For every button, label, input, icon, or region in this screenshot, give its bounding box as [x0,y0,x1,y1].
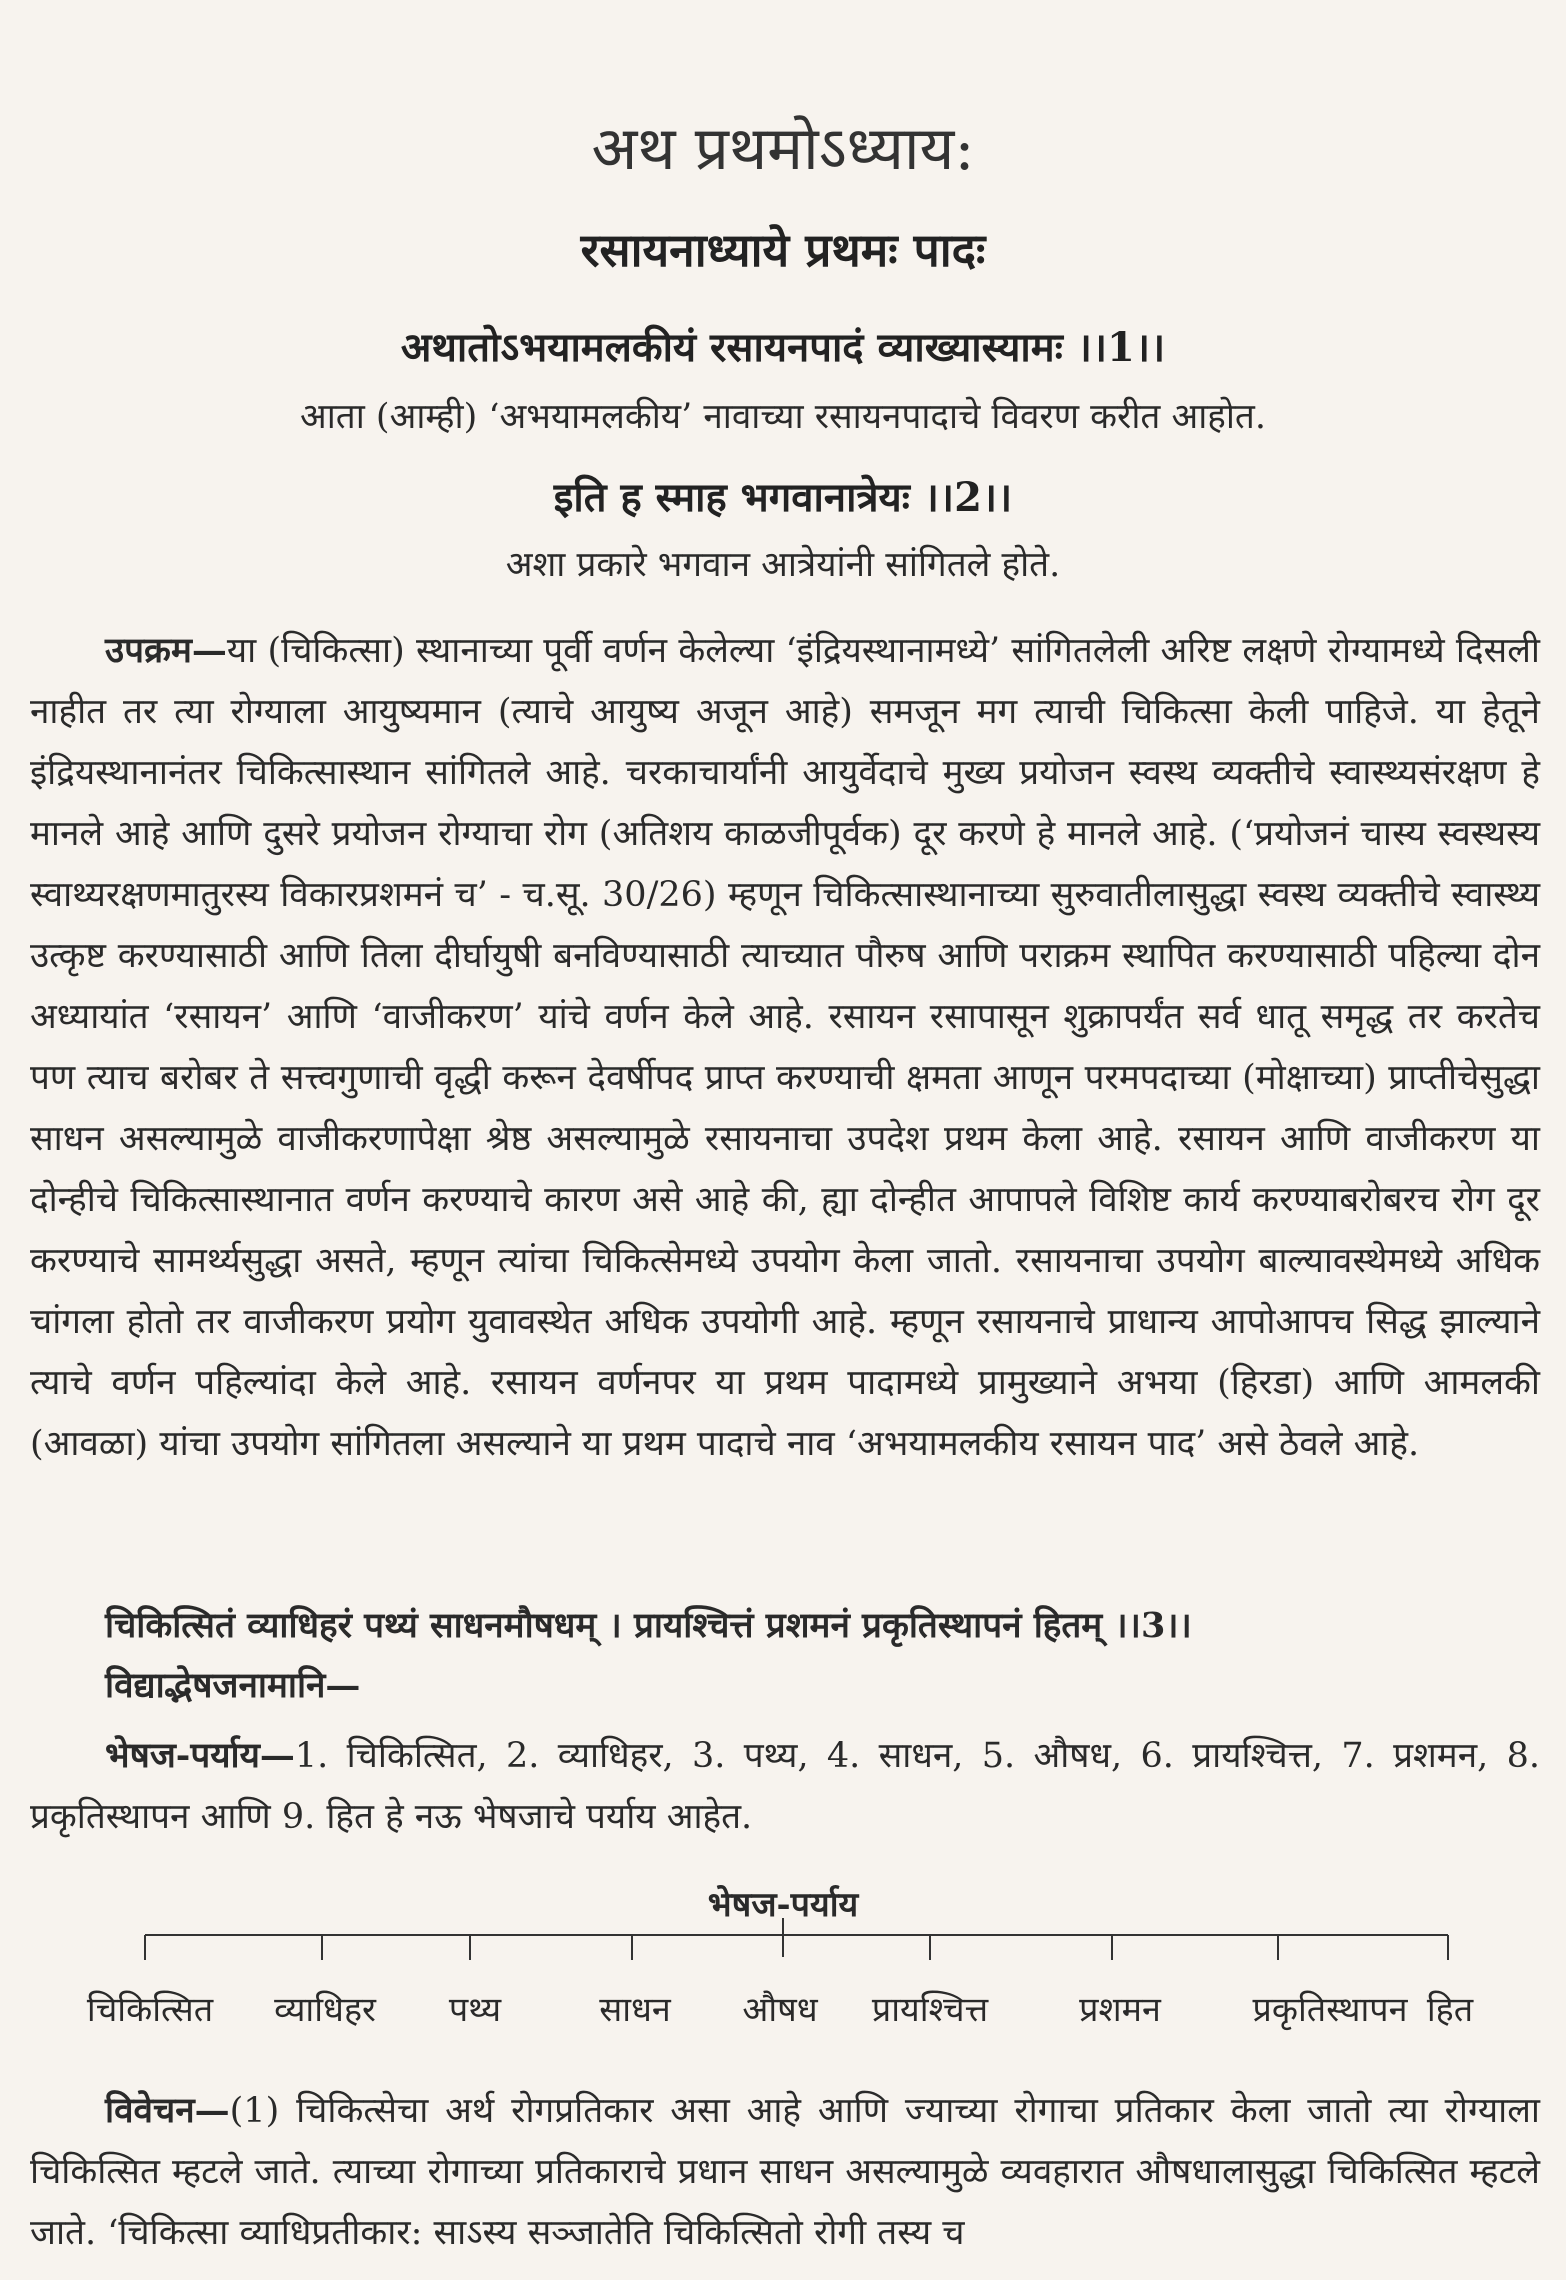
verse-3: चिकित्सितं व्याधिहरं पथ्यं साधनमौषधम् । प्रायश्चित्तं प्रशमनं प्रकृतिस्थापनं हितम् ।।3।। [105,1605,1192,1646]
vivechan-paragraph [30,2080,1540,2264]
tree-label: साधन [599,1990,671,2030]
tree-label: हित [1426,1990,1474,2030]
vivechan-label: विवेचन— [105,2090,230,2131]
section-subtitle: रसायनाध्याये प्रथमः पादः [580,223,986,277]
translation-1: आता (आम्ही) ‘अभयामलकीय’ नावाच्या रसायनपादाचे विवरण करीत आहोत. [300,397,1266,437]
tree-title: भेषज-पर्याय [707,1885,859,1925]
vidyad-line: विद्याद्भेषजनामानि— [105,1665,361,1706]
tree-label: व्याधिहर [274,1990,376,2030]
upakram-label: उपक्रम— [105,630,227,671]
chapter-title: अथ प्रथमोऽध्याय: [591,114,975,184]
tree-label: चिकित्सित [86,1990,214,2030]
tree-label: प्रायश्चित्त [871,1990,989,2030]
tree-label: औषध [742,1990,818,2030]
verse-2: इति ह स्माह भगवानात्रेयः ।।2।। [553,474,1013,521]
tree-label: प्रकृतिस्थापन [1252,1990,1408,2030]
vivechan-text: (1) चिकित्सेचा अर्थ रोगप्रतिकार असा आहे आणि ज्याच्या रोगाचा प्रतिकार केला जातो त्या रोग्याला चिकित्सित म्हटले जाते. त्याच्या रोगाच्या प्रतिकाराचे प्रधान साधन असल्यामुळे व्यवहारात औषधालासुद्धा चिकित्सित म्हटले जाते. ‘चिकित्सा व्याधिप्रतीकार: साऽस्य सञ्जातेति चिकित्सितो रोगी तस्य च [30,2091,1540,2253]
translation-2: अशा प्रकारे भगवान आत्रेयांनी सांगितले होते. [505,545,1061,585]
paryay-text: 1. चिकित्सित, 2. व्याधिहर, 3. पथ्य, 4. साधन, 5. औषध, 6. प्रायश्चित्त, 7. प्रशमन, 8. प्रकृतिस्थापन आणि 9. हित हे नऊ भेषजाचे पर्याय आहेत. [30,1736,1540,1837]
tree-label: पथ्य [448,1990,502,2030]
paryay-label: भेषज-पर्याय— [105,1735,295,1776]
verse-1: अथातोऽभयामलकीयं रसायनपादं व्याख्यास्यामः ।।1।। [400,324,1166,371]
tree-label: प्रशमन [1079,1990,1161,2030]
upakram-text: या (चिकित्सा) स्थानाच्या पूर्वी वर्णन केलेल्या ‘इंद्रियस्थानामध्ये’ सांगितलेली अरिष्ट लक्षणे रोग्यामध्ये दिसली नाहीत तर त्या रोग्याला आयुष्यमान (त्याचे आयुष्य अजून आहे) समजून मग त्याची चिकित्सा केली पाहिजे. या हेतूने इंद्रियस्थानानंतर चिकित्सास्थान सांगितले आहे. चरकाचार्यांनी आयुर्वेदाचे मुख्य प्रयोजन स्वस्थ व्यक्तीचे स्वास्थ्यसंरक्षण हे मानले आहे आणि दुसरे प्रयोजन रोग्याचा रोग (अतिशय काळजीपूर्वक) दूर करणे हे मानले आहे. (‘प्रयोजनं चास्य स्वस्थस्य स्वाथ्यरक्षणमातुरस्य विकारप्रशमनं च’ - च.सू. 30/26) म्हणून चिकित्सास्थानाच्या सुरुवातीलासुद्धा स्वस्थ व्यक्तीचे स्वास्थ्य उत्कृष्ट करण्यासाठी आणि तिला दीर्घायुषी बनविण्यासाठी त्याच्यात पौरुष आणि पराक्रम स्थापित करण्यासाठी पहिल्या दोन अध्यायांत ‘रसायन’ आणि ‘वाजीकरण’ यांचे वर्णन केले आहे. रसायन रसापासून शुक्रापर्यंत सर्व धातू समृद्ध तर करतेच पण त्याच बरोबर ते सत्त्वगुणाची वृद्धी करून देवर्षीपद प्राप्त करण्याची क्षमता आणून परमपदाच्या (मोक्षाच्या) प्राप्तीचेसुद्धा साधन असल्यामुळे वाजीकरणापेक्षा श्रेष्ठ असल्यामुळे रसायनाचा उपदेश प्रथम केला आहे. रसायन आणि वाजीकरण या दोन्हीचे चिकित्सास्थानात वर्णन करण्याचे कारण असे आहे की, ह्या दोन्हीत आपापले विशिष्ट कार्य करण्याबरोबरच रोग दूर करण्याचे सामर्थ्यसुद्धा असते, म्हणून त्यांचा चिकित्सेमध्ये उपयोग केला जातो. रसायनाचा उपयोग बाल्यावस्थेमध्ये अधिक चांगला होतो तर वाजीकरण प्रयोग युवावस्थेत अधिक उपयोगी आहे. म्हणून रसायनाचे प्राधान्य आपोआपच सिद्ध झाल्याने त्याचे वर्णन पहिल्यांदा केले आहे. रसायन वर्णनपर या प्रथम पादामध्ये प्रामुख्याने अभया (हिरडा) आणि आमलकी (आवळा) यांचा उपयोग सांगितला असल्याने या प्रथम पादाचे नाव ‘अभयामलकीय रसायन पाद’ असे ठेवले आहे. [30,631,1540,1464]
